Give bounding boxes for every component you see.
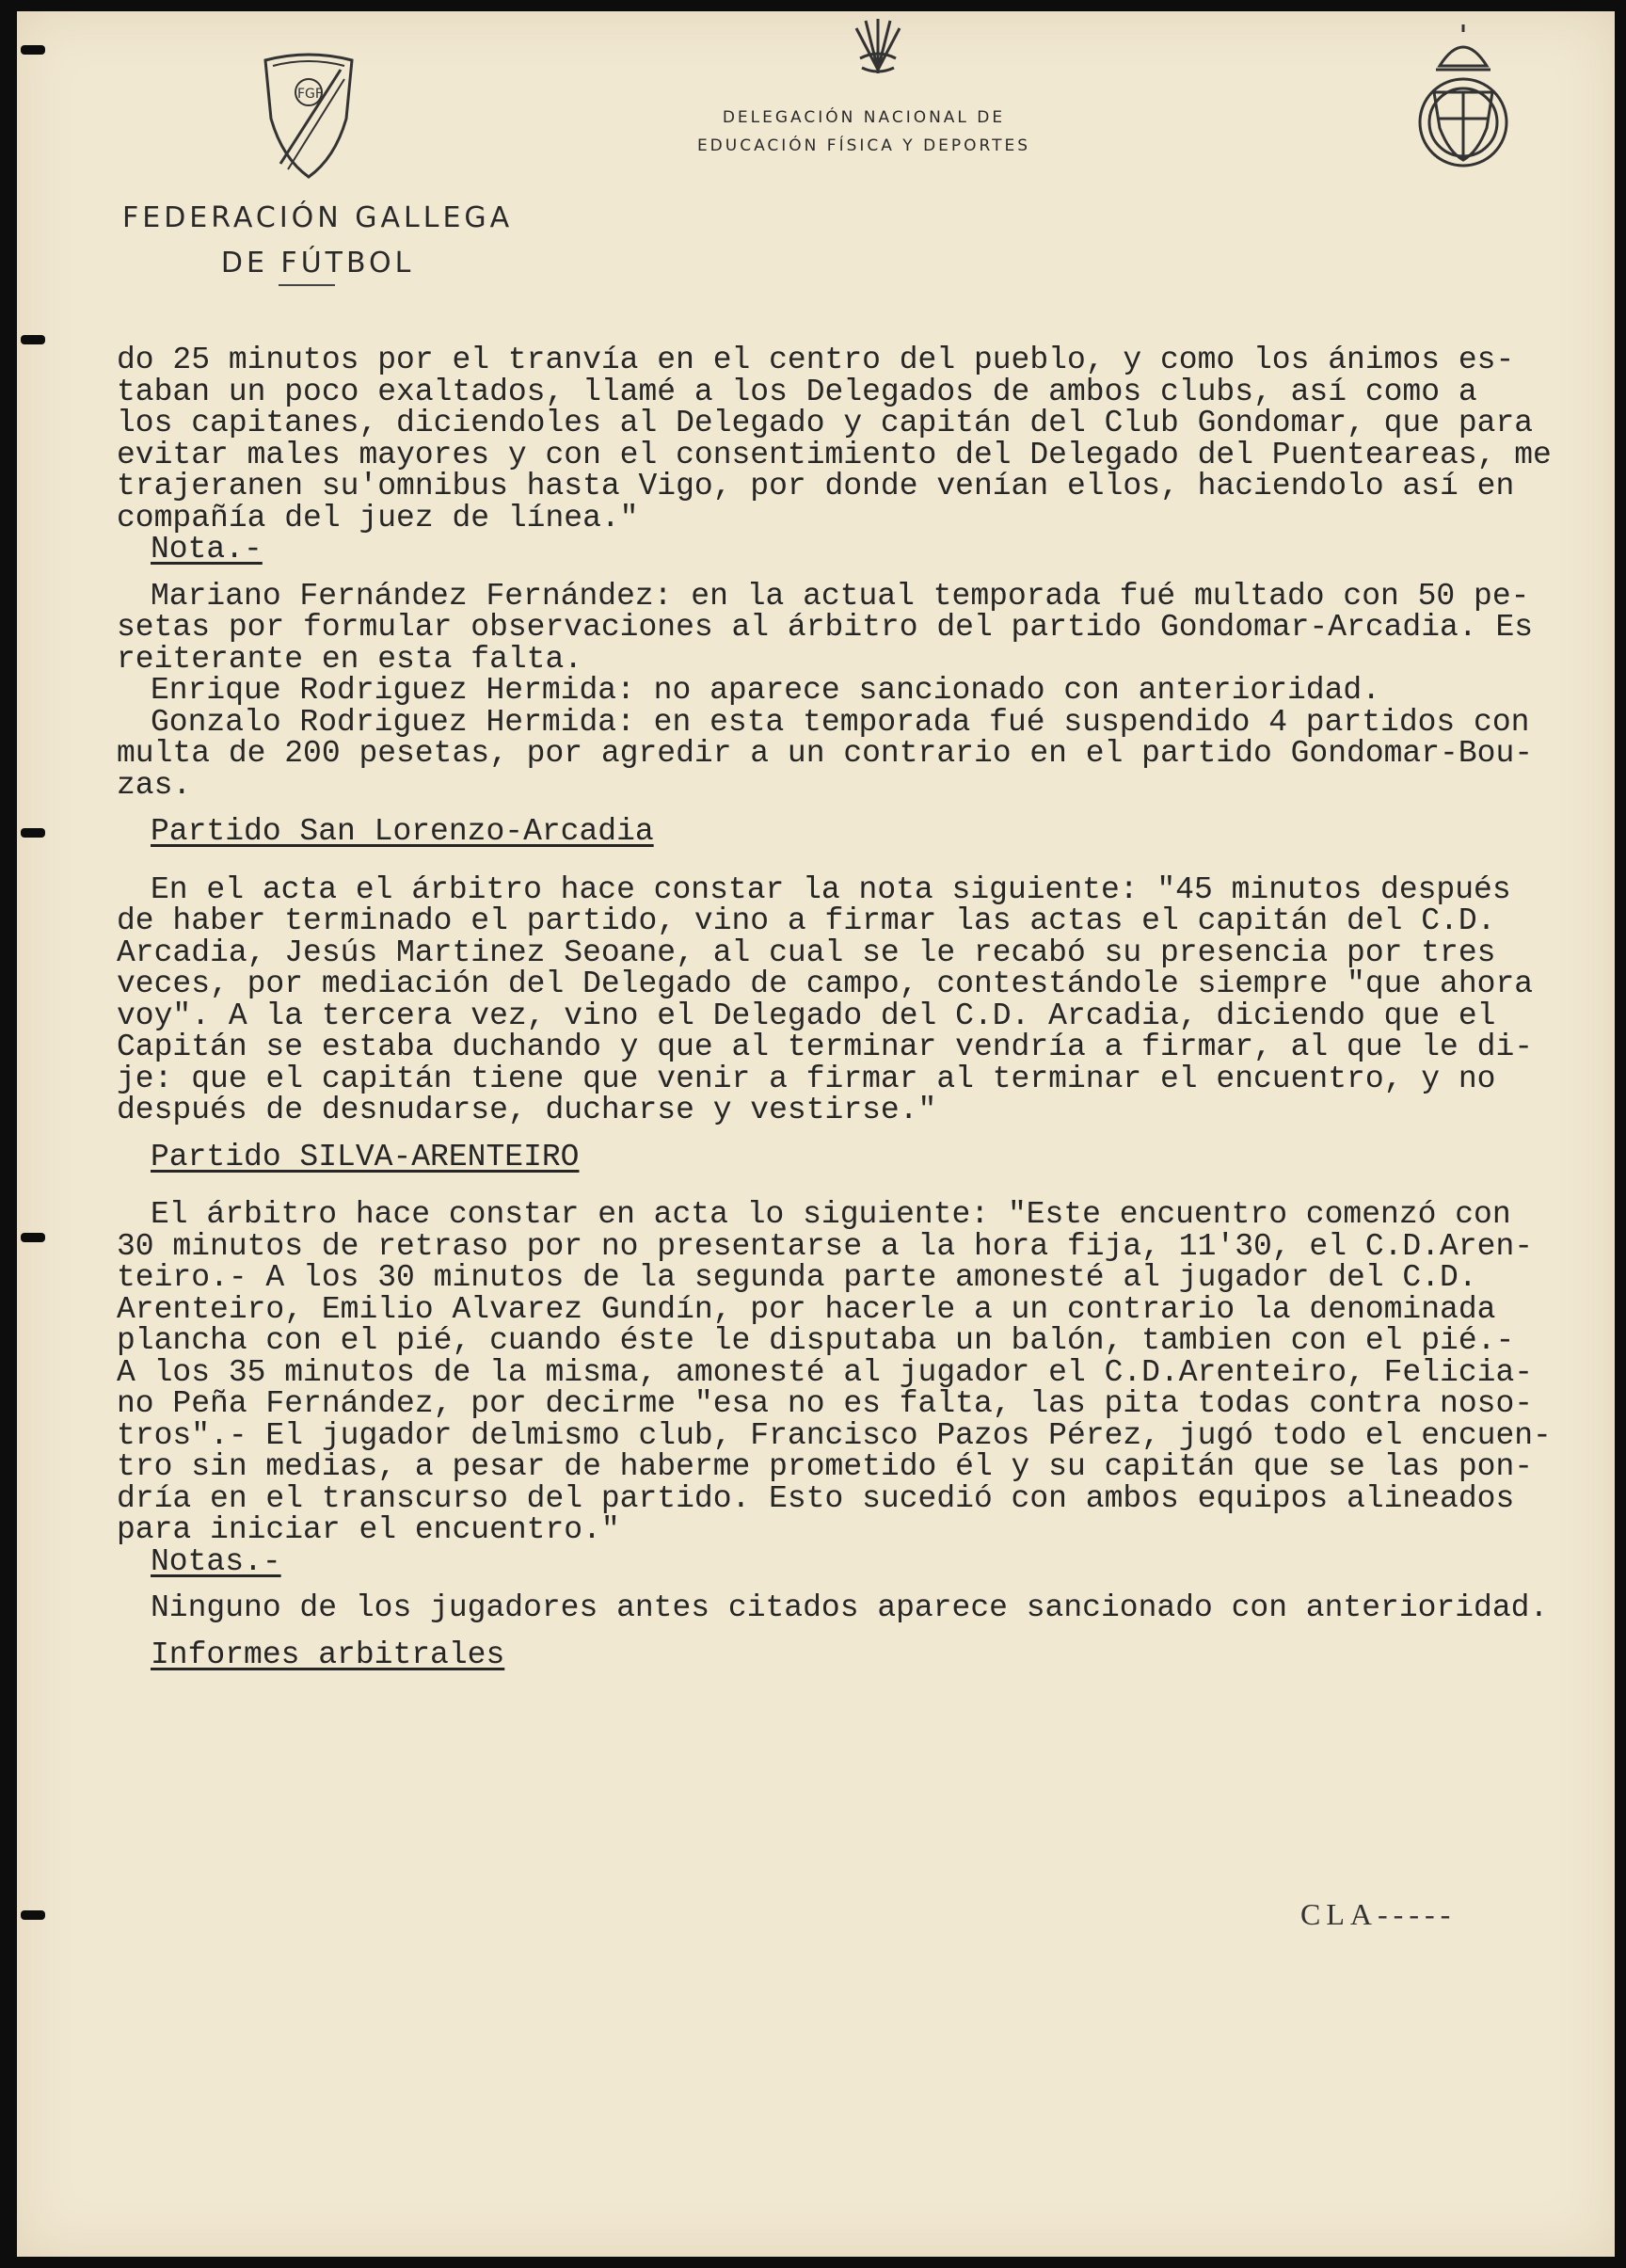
text-line: 30 minutos de retraso por no presentarse a la hora fija, 11'30, el C.D.Aren- <box>117 1228 1534 1264</box>
text-line: zas. <box>117 767 192 803</box>
delegation-line-1: DELEGACIÓN NACIONAL DE <box>722 108 1006 127</box>
text-line: compañía del juez de línea." <box>117 500 639 535</box>
text-line: taban un poco exaltados, llamé a los Delegados de ambos clubs, así como a <box>117 374 1477 409</box>
text-line: teiro.- A los 30 minutos de la segunda parte amonesté al jugador del C.D. <box>117 1260 1477 1295</box>
text-line: trajeranen su'omnibus hasta Vigo, por donde venían ellos, haciendolo así en <box>117 469 1515 503</box>
text-line: Arcadia, Jesús Martinez Seoane, al cual se le recabó su presencia por tres <box>117 934 1496 970</box>
text-line: multa de 200 pesetas, por agredir a un contrario en el partido Gondomar-Bou- <box>117 736 1534 771</box>
text-line: reiterante en esta falta. <box>117 641 583 677</box>
text-line: Enrique Rodriguez Hermida: no aparece sancionado con anterioridad. <box>151 673 1381 708</box>
document-code: CLA----- <box>1300 1897 1457 1931</box>
text-line: voy". A la tercera vez, vino el Delegado del C.D. Arcadia, diciendo que el <box>117 998 1496 1033</box>
text-line: tros".- El jugador delmismo club, Francisco Pazos Pérez, jugó todo el encuen- <box>117 1417 1552 1453</box>
text-line: para iniciar el encuentro." <box>117 1512 620 1547</box>
text-line: El árbitro hace constar en acta lo siguiente: "Este encuentro comenzó con <box>151 1197 1511 1232</box>
binding-hole <box>21 1910 45 1920</box>
binding-hole <box>21 335 45 344</box>
text-line: je: que el capitán tiene que venir a firmar al terminar el encuentro, y no <box>117 1061 1496 1096</box>
text-line: A los 35 minutos de la misma, amonesté al jugador el C.D.Arenteiro, Felicia- <box>117 1354 1534 1390</box>
federation-line-2: DE FÚTBOL <box>220 247 415 280</box>
text-line: plancha con el pié, cuando éste le disputaba un balón, tambien con el pié.- <box>117 1323 1515 1358</box>
text-line: veces, por mediación del Delegado de campo, contestándole siempre "que ahora <box>117 966 1534 1001</box>
text-line: de haber terminado el partido, vino a firmar las actas el capitán del C.D. <box>117 903 1496 938</box>
binding-hole <box>21 828 45 838</box>
delegation-line-2: EDUCACIÓN FÍSICA Y DEPORTES <box>696 136 1031 155</box>
text-line: En el acta el árbitro hace constar la nota siguiente: "45 minutos después <box>151 871 1511 907</box>
binding-hole <box>21 45 45 55</box>
svg-text:FGF: FGF <box>297 87 323 102</box>
text-line: Gonzalo Rodriguez Hermida: en esta temporada fué suspendido 4 partidos con <box>151 704 1530 740</box>
text-line: Capitán se estaba duchando y que al terminar vendría a firmar, al que le di- <box>117 1030 1534 1064</box>
text-line: tro sin medias, a pesar de haberme prometido él y su capitán que se las pon- <box>117 1449 1534 1484</box>
document-page <box>17 11 1615 2257</box>
delegation-header <box>666 104 1061 160</box>
fgf-shield-icon <box>260 53 358 184</box>
yoke-arrows-icon <box>847 13 909 85</box>
text-line: Mariano Fernández Fernández: en la actual temporada fué multado con 50 pe- <box>151 578 1530 614</box>
binding-hole <box>21 1233 45 1242</box>
text-line: do 25 minutos por el tranvía en el centro del pueblo, y como los ánimos es- <box>117 343 1515 377</box>
section-heading: Nota.- <box>151 532 263 567</box>
federation-line-1: FEDERACIÓN GALLEGA <box>122 201 514 234</box>
text-line: después de desnudarse, ducharse y vestirse." <box>117 1093 937 1127</box>
text-line: Ninguno de los jugadores antes citados aparece sancionado con anterioridad. <box>151 1590 1549 1625</box>
text-line: no Peña Fernández, por decirme "esa no es falta, las pita todas contra noso- <box>117 1386 1534 1421</box>
document-body <box>117 344 1622 1670</box>
section-heading: Notas.- <box>151 1543 281 1579</box>
text-line: los capitanes, diciendoles al Delegado y capitán del Club Gondomar, que para <box>117 406 1534 440</box>
header-divider <box>279 284 335 286</box>
section-heading: Partido SILVA-ARENTEIRO <box>151 1139 580 1174</box>
rfef-crown-crest-icon <box>1411 24 1515 175</box>
text-line: Arenteiro, Emilio Alvarez Gundín, por hacerle a un contrario la denominada <box>117 1291 1496 1327</box>
federation-header <box>122 196 513 286</box>
text-line: setas por formular observaciones al árbitro del partido Gondomar-Arcadia. Es <box>117 610 1534 645</box>
section-heading: Partido San Lorenzo-Arcadia <box>151 814 654 849</box>
text-line: dría en el transcurso del partido. Esto sucedió con ambos equipos alineados <box>117 1480 1515 1516</box>
section-heading: Informes arbitrales <box>151 1637 505 1672</box>
text-line: evitar males mayores y con el consentimiento del Delegado del Puenteareas, me <box>117 437 1552 472</box>
